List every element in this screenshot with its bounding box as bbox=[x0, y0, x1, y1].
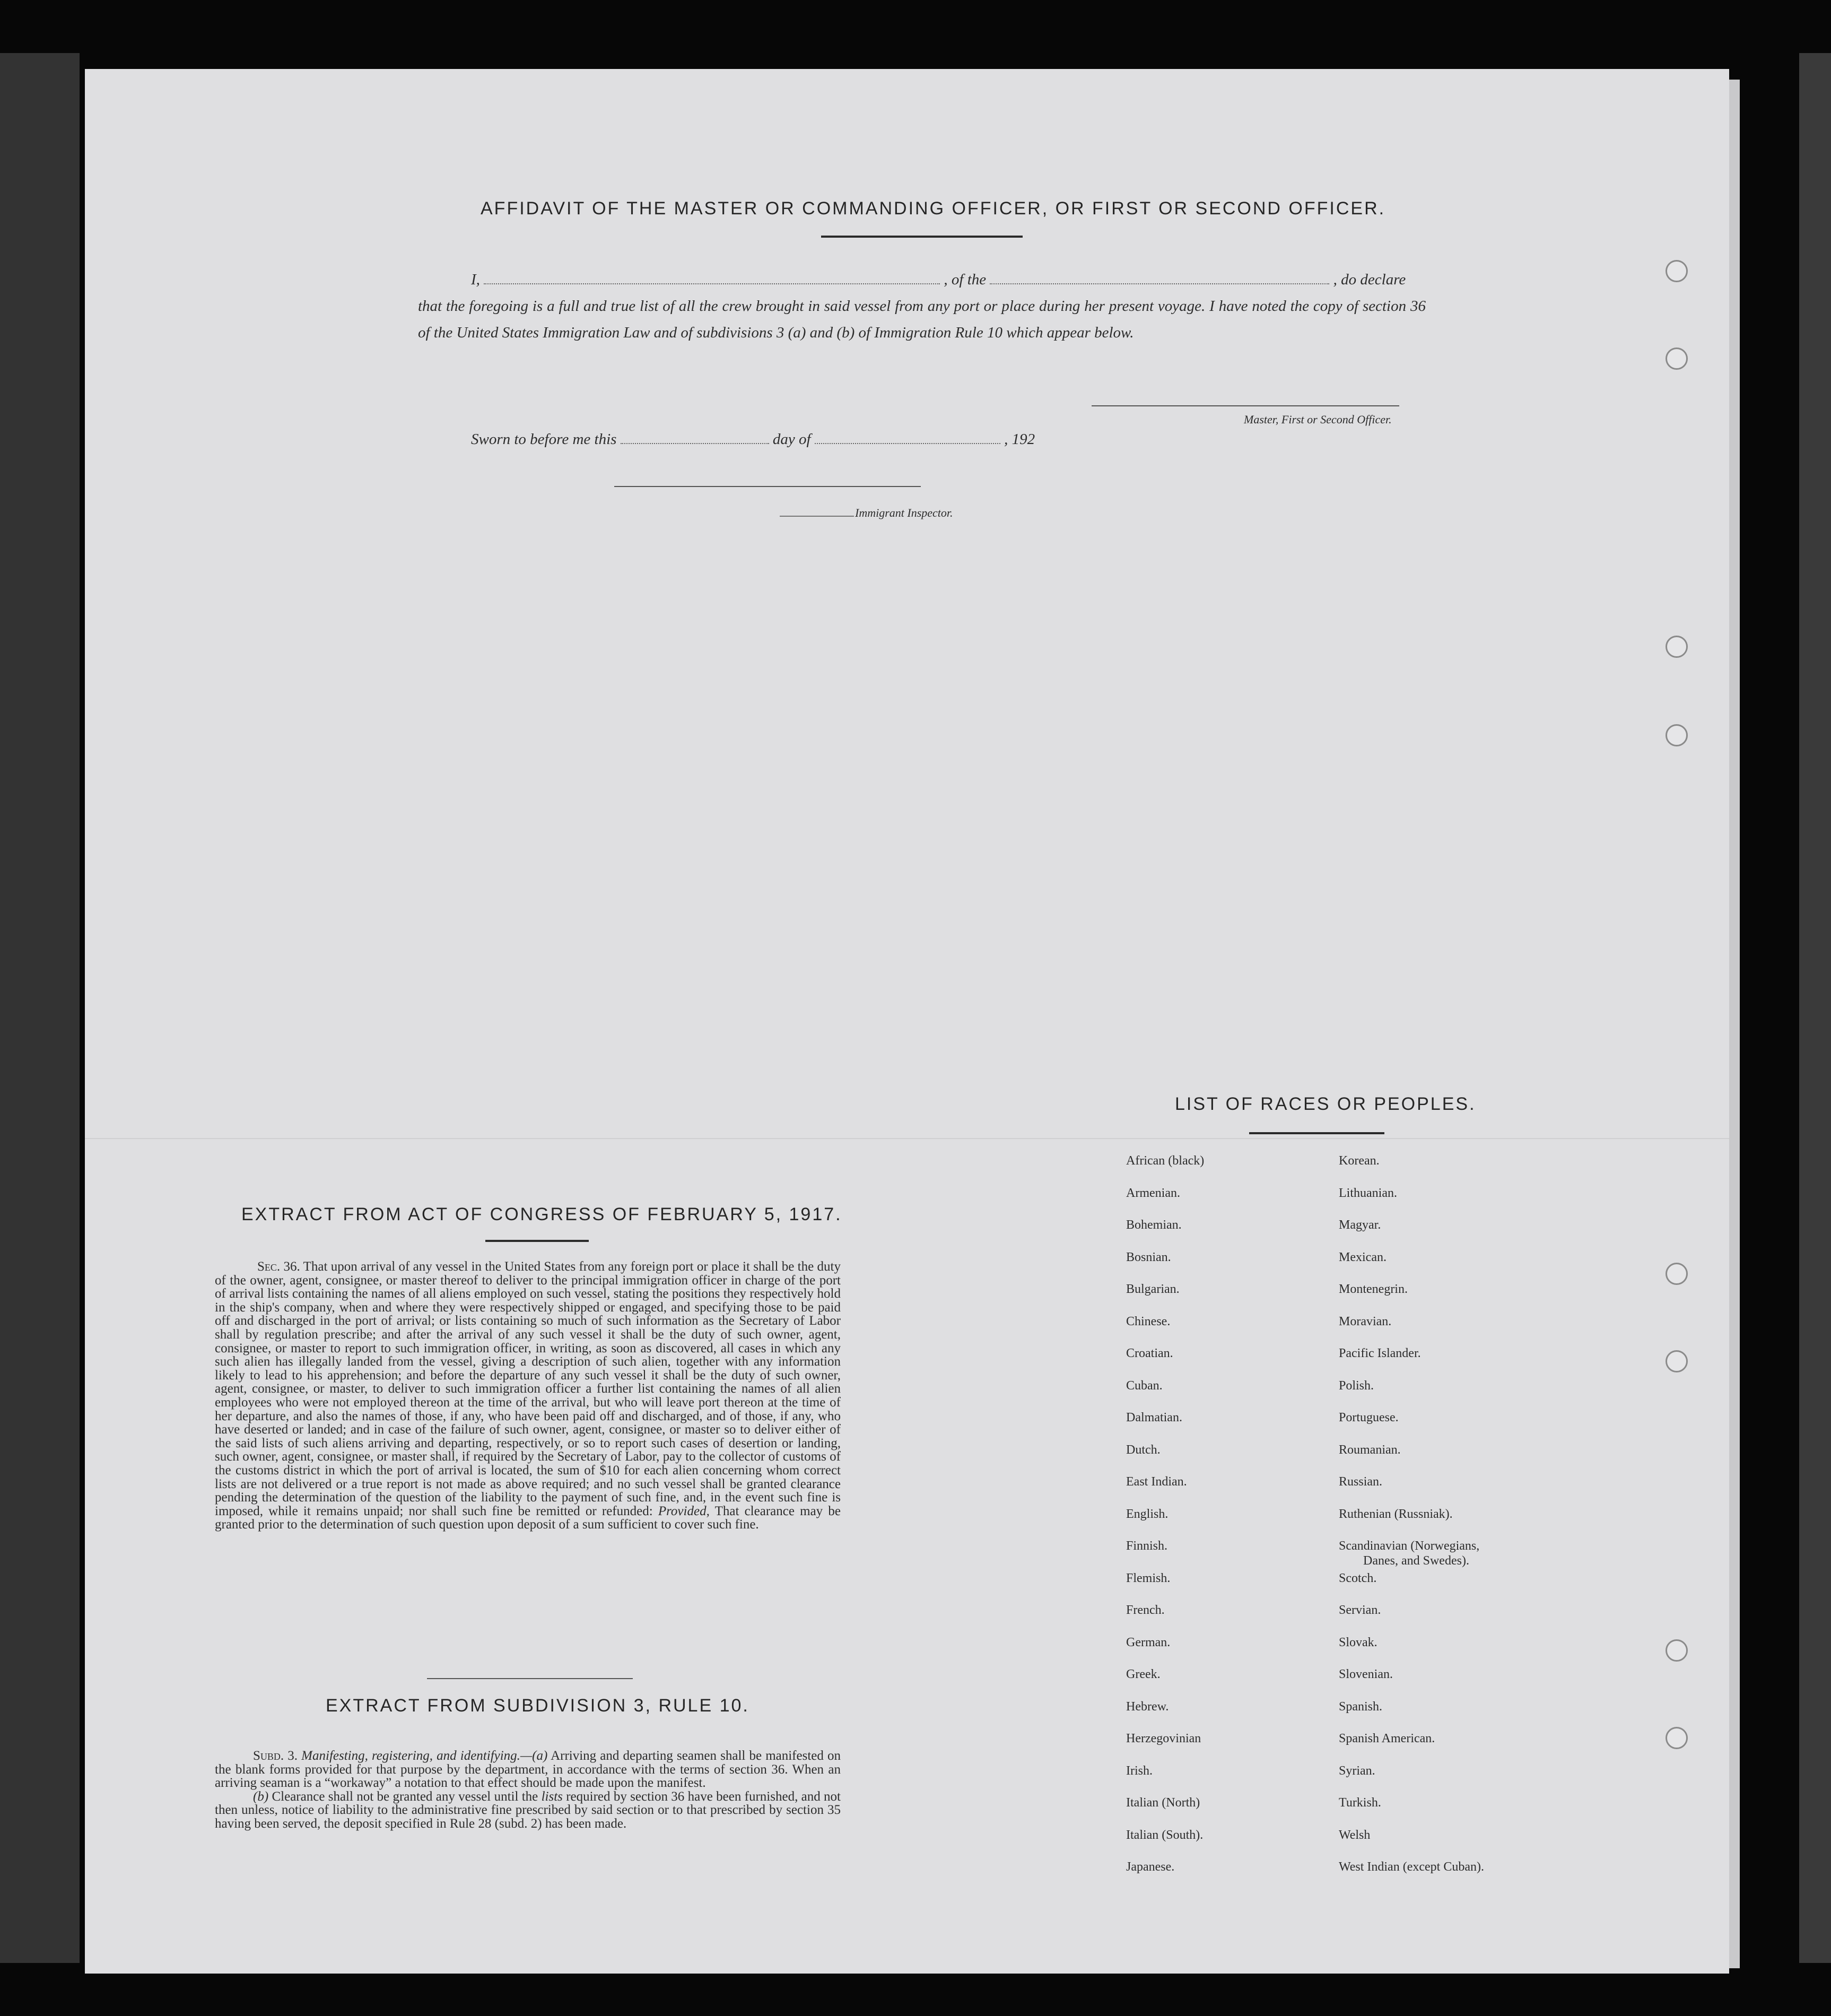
affidavit-title-rule bbox=[821, 236, 1023, 238]
sworn-day-field[interactable] bbox=[621, 441, 769, 444]
declare-label: , do declare bbox=[1333, 271, 1406, 288]
subd-b-lists: lists bbox=[541, 1789, 563, 1804]
race-item: German. bbox=[1126, 1635, 1171, 1649]
race-item: Pacific Islander. bbox=[1339, 1346, 1421, 1360]
subd-b-text-1: Clearance shall not be granted any vessel until the bbox=[272, 1789, 538, 1804]
race-item: Dutch. bbox=[1126, 1443, 1161, 1457]
document-page bbox=[85, 69, 1729, 1974]
race-item: Russian. bbox=[1339, 1475, 1383, 1489]
adjacent-page-right-edge bbox=[1799, 53, 1831, 1963]
race-item: Moravian. bbox=[1339, 1314, 1392, 1328]
sworn-line bbox=[471, 431, 1035, 448]
signature-line bbox=[1092, 405, 1399, 406]
binder-hole-icon bbox=[1666, 260, 1688, 282]
vessel-name-field[interactable] bbox=[990, 281, 1329, 284]
race-item: Welsh bbox=[1339, 1828, 1371, 1842]
race-item: Irish. bbox=[1126, 1763, 1153, 1778]
race-item: Bohemian. bbox=[1126, 1218, 1182, 1232]
inspector-signature-line bbox=[614, 486, 921, 487]
provided-word: Provided, bbox=[658, 1504, 710, 1518]
race-item: Portuguese. bbox=[1339, 1411, 1399, 1424]
adjacent-page-left-edge bbox=[0, 53, 80, 1963]
race-item: Italian (North) bbox=[1126, 1796, 1200, 1810]
subd-heading: Manifesting, registering, and identifying.— bbox=[301, 1749, 533, 1763]
binder-hole-icon bbox=[1666, 347, 1688, 370]
race-item: Polish. bbox=[1339, 1378, 1374, 1393]
affidavit-statement: that the foregoing is a full and true list of all the crew brought in said vessel from any port or place during her present voyage. I have noted the copy of section 36 of the United States Immigration Law and of subdivisions 3 (a) and (b) of Immigration Rule 10 which appear below. bbox=[418, 298, 1426, 341]
binder-hole-icon bbox=[1666, 724, 1688, 746]
subd-a-label: (a) bbox=[532, 1749, 548, 1763]
race-item: Hebrew. bbox=[1126, 1699, 1169, 1714]
race-item: Greek. bbox=[1126, 1667, 1161, 1681]
race-item: French. bbox=[1126, 1603, 1165, 1617]
race-item: Scotch. bbox=[1339, 1571, 1377, 1585]
signature-label: Master, First or Second Officer. bbox=[1244, 413, 1392, 426]
race-item: Slovenian. bbox=[1339, 1667, 1393, 1681]
rule-extract-title: EXTRACT FROM SUBDIVISION 3, RULE 10. bbox=[326, 1696, 749, 1716]
act-extract-rule bbox=[485, 1240, 589, 1242]
subd-a-text: Arriving and departing seamen shall be manifested on the blank forms provided for that purpose by the department, in accordance with the terms of section 36. When an arriving seaman is a “workaway” a notation to that effect should be made upon the manifest. bbox=[215, 1749, 841, 1791]
declarant-name-field[interactable] bbox=[484, 281, 940, 284]
subd-label: Subd. 3. bbox=[253, 1749, 298, 1763]
race-item: Spanish. bbox=[1339, 1699, 1383, 1714]
inspector-short-line bbox=[780, 516, 854, 517]
sworn-day-of: day of bbox=[772, 431, 811, 448]
race-item: Scandinavian (Norwegians, bbox=[1339, 1539, 1480, 1553]
race-item: Flemish. bbox=[1126, 1571, 1171, 1585]
race-item: African (black) bbox=[1126, 1154, 1205, 1168]
race-item: Syrian. bbox=[1339, 1763, 1375, 1778]
race-item: Magyar. bbox=[1339, 1218, 1381, 1232]
race-item: English. bbox=[1126, 1507, 1169, 1521]
race-item: Mexican. bbox=[1339, 1250, 1387, 1264]
act-extract-title: EXTRACT FROM ACT OF CONGRESS OF FEBRUARY 5, 1917. bbox=[241, 1204, 842, 1224]
race-item: Slovak. bbox=[1339, 1635, 1377, 1649]
rule-subdivision-3 bbox=[215, 1749, 841, 1831]
race-item: Bulgarian. bbox=[1126, 1282, 1180, 1296]
sec-text-end: That clearance may be granted prior to the determination of such question upon deposit of a sum sufficient to cover such fine. bbox=[215, 1504, 841, 1532]
race-item: Ruthenian (Russniak). bbox=[1339, 1507, 1453, 1521]
race-item: Cuban. bbox=[1126, 1378, 1163, 1393]
affidavit-title: AFFIDAVIT OF THE MASTER OR COMMANDING OFFICER, OR FIRST OR SECOND OFFICER. bbox=[481, 198, 1386, 219]
race-item: Roumanian. bbox=[1339, 1443, 1401, 1457]
race-item: Korean. bbox=[1339, 1154, 1380, 1168]
sworn-year: , 192 bbox=[1004, 431, 1035, 448]
race-item: Servian. bbox=[1339, 1603, 1381, 1617]
subd-b-text-2: required by section 36 have been furnished, and not then unless, notice of liability to the administrative fine prescribed by said section or to that prescribed by section 35 having been served, the deposit specified in Rule 28 (subd. 2) has been made. bbox=[215, 1789, 841, 1831]
of-the-label: , of the bbox=[944, 271, 987, 288]
binder-hole-icon bbox=[1666, 1350, 1688, 1372]
race-item: Japanese. bbox=[1126, 1860, 1175, 1874]
sec-text: That upon arrival of any vessel in the United States from any foreign port or place it shall be the duty of the owner, agent, consignee, or master thereof to deliver to the principal immigration officer in charge of the port of arrival lists containing the names of all aliens employed on such vessel, stating the positions they respectively hold in the ship's company, when and where they were respectively shipped or engaged, and specifying those to be paid off and discharged in the port of arrival; or lists containing so much of such information as the Secretary of Labor shall by regulation prescribe; and after the arrival of any such vessel it shall be the duty of such owner, agent, consignee, or master to report to such immigration officer, in writing, as soon as discovered, all cases in which any such alien has illegally landed from the vessel, giving a description of such alien, together with any information likely to lead to his apprehension; and before the departure of any such vessel it shall be the duty of such owner, agent, consignee, or master, to deliver to such immigration officer a further list containing the names of all alien employees who were not employed thereon at the time of the arrival, but who will leave port thereon at the time of her departure, and also the names of those, if any, who have been paid off and discharged, and of those, if any, who have deserted or landed; and in case of the failure of such owner, agent, consignee, or master so to deliver either of the said lists of such aliens arriving and departing, respectively, or so to report such cases of desertion or landing, such owner, agent, consignee, or master shall, if required by the Secretary of Labor, pay to the collector of customs of the customs district in which the port of arrival is located, the sum of $10 for each alien concerning whom correct lists are not delivered or a true report is not made as above required; and no such vessel shall be granted clearance pending the determination of the question of the liability to the payment of such fine, and, in the event such fine is imposed, while it remains unpaid; nor shall such fine be remitted or refunded: bbox=[215, 1259, 841, 1518]
race-item: Dalmatian. bbox=[1126, 1411, 1182, 1424]
binder-hole-icon bbox=[1666, 636, 1688, 658]
races-title: LIST OF RACES OR PEOPLES. bbox=[1175, 1094, 1476, 1114]
race-item: Armenian. bbox=[1126, 1186, 1180, 1200]
sec-label: Sec. 36. bbox=[257, 1259, 300, 1274]
race-item: Croatian. bbox=[1126, 1346, 1173, 1360]
race-item: Herzegovinian bbox=[1126, 1732, 1201, 1745]
binder-hole-icon bbox=[1666, 1263, 1688, 1285]
sworn-prefix: Sworn to before me this bbox=[471, 431, 617, 448]
race-item: Spanish American. bbox=[1339, 1732, 1435, 1745]
race-item: Montenegrin. bbox=[1339, 1282, 1408, 1296]
race-item: Finnish. bbox=[1126, 1539, 1168, 1553]
races-title-rule bbox=[1249, 1132, 1384, 1134]
race-item: Lithuanian. bbox=[1339, 1186, 1397, 1200]
fold-line bbox=[85, 1138, 1729, 1139]
section-divider bbox=[427, 1678, 633, 1679]
race-item: Bosnian. bbox=[1126, 1250, 1171, 1264]
race-item: West Indian (except Cuban). bbox=[1339, 1860, 1484, 1874]
act-section-36 bbox=[215, 1260, 841, 1532]
declarant-prefix: I, bbox=[471, 271, 480, 288]
sworn-month-field[interactable] bbox=[815, 441, 1000, 444]
race-item: Danes, and Swedes). bbox=[1363, 1554, 1469, 1568]
race-item: Turkish. bbox=[1339, 1796, 1381, 1810]
binder-hole-icon bbox=[1666, 1727, 1688, 1749]
race-item: Italian (South). bbox=[1126, 1828, 1204, 1842]
subd-b-label: (b) bbox=[253, 1789, 269, 1804]
race-item: Chinese. bbox=[1126, 1314, 1171, 1328]
binder-hole-icon bbox=[1666, 1639, 1688, 1662]
inspector-label: Immigrant Inspector. bbox=[855, 506, 953, 519]
race-item: East Indian. bbox=[1126, 1475, 1187, 1489]
affidavit-body bbox=[418, 266, 1426, 346]
